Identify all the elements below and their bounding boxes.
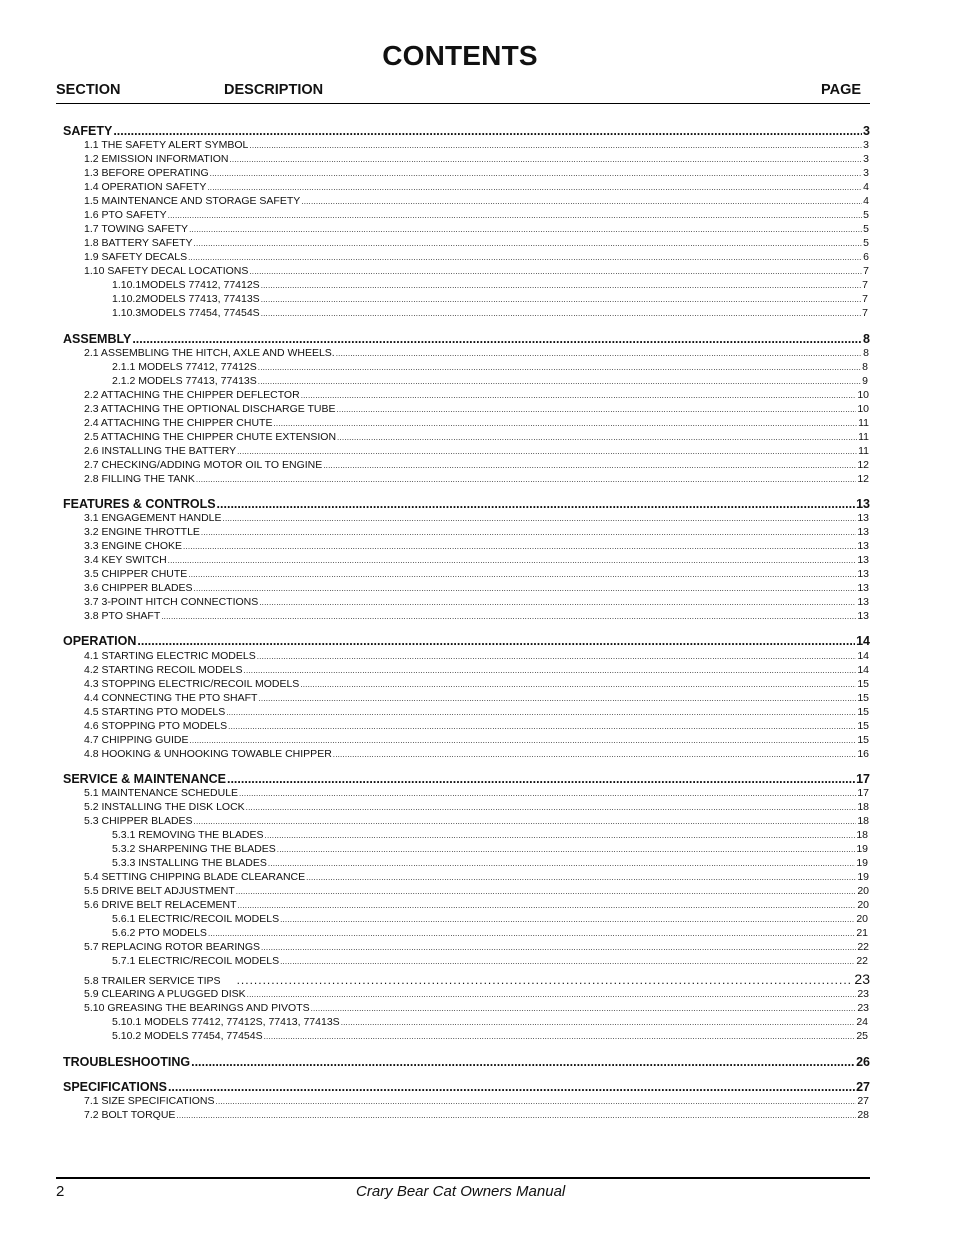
toc-dot-leader (132, 332, 862, 346)
toc-entry-title: 1.10.2MODELS 77413, 77413S (112, 293, 260, 305)
toc-entry-title: 5.9 CLEARING A PLUGGED DISK (84, 988, 246, 1000)
toc-subsection-entry (84, 596, 869, 610)
toc-entry-title: 2.1.2 MODELS 77413, 77413S (112, 375, 257, 387)
toc-entry-title: 5.6.2 PTO MODELS (112, 927, 207, 939)
footer-manual-title: Crary Bear Cat Owners Manual (356, 1183, 566, 1200)
toc-entry-page-number: 12 (857, 459, 869, 471)
toc-dot-leader (341, 1018, 856, 1027)
toc-entry-page-number: 7 (862, 293, 868, 305)
toc-entry-page-number: 18 (857, 815, 869, 827)
toc-dot-leader (230, 155, 863, 164)
toc-entry-page-number: 4 (863, 181, 869, 193)
toc-entry-page-number: 22 (857, 941, 869, 953)
toc-entry-title: OPERATION (63, 634, 137, 648)
toc-subsection-entry (112, 375, 868, 389)
toc-entry-page-number: 17 (857, 787, 869, 799)
toc-dot-leader (336, 349, 862, 358)
toc-entry-page-number: 12 (857, 473, 869, 485)
toc-entry-page-number: 4 (863, 195, 869, 207)
toc-subsection-entry (84, 1095, 869, 1109)
toc-dot-leader (196, 475, 856, 484)
toc-subsection-entry (84, 265, 869, 279)
toc-dot-leader (168, 556, 857, 565)
toc-subsection-entry (112, 913, 868, 927)
toc-entry-title: 2.8 FILLING THE TANK (84, 473, 195, 485)
toc-entry-title: 1.7 TOWING SAFETY (84, 223, 189, 235)
toc-dot-leader (226, 708, 856, 717)
toc-subsection-entry (84, 431, 869, 445)
toc-dot-leader (239, 789, 856, 798)
toc-subsection-entry (84, 540, 869, 554)
toc-subsection-entry (112, 307, 868, 321)
toc-dot-leader (261, 281, 861, 290)
toc-dot-leader (237, 973, 854, 987)
toc-entry-title: 4.4 CONNECTING THE PTO SHAFT (84, 692, 258, 704)
toc-dot-leader (257, 652, 857, 661)
toc-dot-leader (194, 239, 863, 248)
toc-dot-leader (300, 680, 856, 689)
toc-entry-page-number: 3 (863, 124, 870, 138)
toc-subsection-entry (84, 971, 870, 985)
toc-dot-leader (258, 363, 861, 372)
toc-entry-page-number: 7 (863, 265, 869, 277)
toc-entry-title: 2.2 ATTACHING THE CHIPPER DEFLECTOR (84, 389, 300, 401)
toc-entry-title: ASSEMBLY (63, 332, 132, 346)
toc-entry-title: 2.1.1 MODELS 77412, 77412S (112, 361, 257, 373)
toc-entry-page-number: 6 (863, 251, 869, 263)
toc-entry-title: 3.3 ENGINE CHOKE (84, 540, 183, 552)
footer-page-number: 2 (56, 1183, 65, 1200)
toc-dot-leader (273, 419, 857, 428)
toc-entry-title: 7.2 BOLT TORQUE (84, 1109, 176, 1121)
toc-entry-page-number: 15 (857, 706, 869, 718)
toc-subsection-entry (84, 678, 869, 692)
toc-entry-page-number: 13 (857, 596, 869, 608)
toc-entry-page-number: 13 (857, 568, 869, 580)
toc-entry-page-number: 5 (863, 209, 869, 221)
toc-entry-title: 5.5 DRIVE BELT ADJUSTMENT (84, 885, 235, 897)
toc-entry-page-number: 13 (857, 540, 869, 552)
toc-entry-page-number: 8 (863, 347, 869, 359)
toc-entry-title: 3.4 KEY SWITCH (84, 554, 167, 566)
toc-subsection-entry (112, 293, 868, 307)
toc-section-entry (63, 1080, 870, 1096)
toc-entry-title: TROUBLESHOOTING (63, 1055, 191, 1069)
toc-subsection-entry (84, 815, 869, 829)
toc-dot-leader (168, 1080, 855, 1094)
toc-dot-leader (277, 845, 856, 854)
toc-subsection-entry (84, 223, 869, 237)
toc-dot-leader (194, 584, 857, 593)
toc-dot-leader (258, 694, 856, 703)
toc-dot-leader (264, 1032, 856, 1041)
toc-entry-page-number: 13 (857, 582, 869, 594)
toc-subsection-entry (84, 209, 869, 223)
toc-subsection-entry (84, 650, 869, 664)
toc-subsection-entry (84, 787, 869, 801)
toc-section-entry (63, 497, 870, 513)
toc-entry-page-number: 5 (863, 223, 869, 235)
toc-subsection-entry (84, 568, 869, 582)
toc-subsection-entry (84, 153, 869, 167)
toc-dot-leader (336, 405, 856, 414)
toc-subsection-entry (84, 692, 869, 706)
toc-dot-leader (261, 943, 856, 952)
toc-dot-leader (265, 831, 856, 840)
toc-subsection-entry (112, 857, 868, 871)
toc-dot-leader (161, 612, 856, 621)
toc-entry-page-number: 14 (856, 634, 870, 648)
toc-subsection-entry (84, 459, 869, 473)
toc-entry-title: 4.8 HOOKING & UNHOOKING TOWABLE CHIPPER (84, 748, 332, 760)
toc-subsection-entry (112, 361, 868, 375)
toc-subsection-entry (84, 720, 869, 734)
toc-dot-leader (268, 859, 855, 868)
toc-entry-page-number: 18 (857, 801, 869, 813)
toc-entry-page-number: 22 (856, 955, 868, 967)
toc-entry-page-number: 13 (857, 610, 869, 622)
toc-entry-page-number: 27 (857, 1095, 869, 1107)
toc-subsection-entry (84, 801, 869, 815)
toc-entry-page-number: 19 (856, 843, 868, 855)
toc-subsection-entry (84, 389, 869, 403)
toc-entry-page-number: 8 (862, 361, 868, 373)
toc-subsection-entry (84, 554, 869, 568)
toc-dot-leader (236, 887, 857, 896)
toc-entry-page-number: 15 (857, 692, 869, 704)
toc-entry-title: 5.7.1 ELECTRIC/RECOIL MODELS (112, 955, 280, 967)
toc-entry-title: 2.6 INSTALLING THE BATTERY (84, 445, 237, 457)
toc-entry-title: 2.5 ATTACHING THE CHIPPER CHUTE EXTENSION (84, 431, 337, 443)
toc-entry-title: 3.1 ENGAGEMENT HANDLE (84, 512, 222, 524)
toc-entry-title: 1.4 OPERATION SAFETY (84, 181, 207, 193)
toc-dot-leader (306, 873, 856, 882)
toc-entry-page-number: 13 (857, 554, 869, 566)
toc-entry-title: 5.6.1 ELECTRIC/RECOIL MODELS (112, 913, 280, 925)
toc-subsection-entry (84, 237, 869, 251)
toc-entry-page-number: 13 (857, 526, 869, 538)
toc-entry-page-number: 26 (856, 1055, 870, 1069)
toc-entry-page-number: 20 (857, 899, 869, 911)
toc-dot-leader (228, 722, 856, 731)
toc-entry-page-number: 10 (857, 403, 869, 415)
toc-entry-title: 5.7 REPLACING ROTOR BEARINGS (84, 941, 261, 953)
toc-dot-leader (280, 915, 855, 924)
toc-entry-title: 1.10 SAFETY DECAL LOCATIONS (84, 265, 249, 277)
toc-entry-page-number: 23 (857, 988, 869, 1000)
toc-subsection-entry (84, 871, 869, 885)
toc-entry-page-number: 14 (857, 650, 869, 662)
toc-dot-leader (261, 309, 861, 318)
toc-dot-leader (247, 990, 857, 999)
toc-entry-title: SAFETY (63, 124, 113, 138)
toc-entry-title: 1.8 BATTERY SAFETY (84, 237, 193, 249)
toc-dot-leader (227, 772, 855, 786)
toc-subsection-entry (84, 417, 869, 431)
toc-entry-page-number: 16 (857, 748, 869, 760)
toc-entry-title: 5.10.1 MODELS 77412, 77412S, 77413, 77413S (112, 1016, 340, 1028)
toc-entry-page-number: 15 (857, 678, 869, 690)
toc-entry-title: 5.4 SETTING CHIPPING BLADE CLEARANCE (84, 871, 306, 883)
toc-entry-page-number: 5 (863, 237, 869, 249)
toc-entry-title: 5.10.2 MODELS 77454, 77454S (112, 1030, 263, 1042)
toc-entry-page-number: 20 (857, 885, 869, 897)
toc-entry-page-number: 27 (856, 1080, 870, 1094)
toc-entry-page-number: 3 (863, 167, 869, 179)
page-title: CONTENTS (382, 40, 538, 71)
toc-entry-title: 5.10 GREASING THE BEARINGS AND PIVOTS (84, 1002, 310, 1014)
toc-entry-title: 5.3.2 SHARPENING THE BLADES (112, 843, 276, 855)
toc-entry-title: 1.10.3MODELS 77454, 77454S (112, 307, 260, 319)
toc-entry-title: 3.5 CHIPPER CHUTE (84, 568, 188, 580)
toc-subsection-entry (84, 139, 869, 153)
toc-entry-title: 2.4 ATTACHING THE CHIPPER CHUTE (84, 417, 273, 429)
header-rule (56, 103, 870, 104)
toc-entry-page-number: 7 (862, 279, 868, 291)
toc-entry-page-number: 14 (857, 664, 869, 676)
toc-subsection-entry (84, 251, 869, 265)
toc-subsection-entry (84, 885, 869, 899)
footer-rule (56, 1177, 870, 1179)
toc-entry-title: 4.5 STARTING PTO MODELS (84, 706, 226, 718)
toc-entry-title: 5.2 INSTALLING THE DISK LOCK (84, 801, 245, 813)
toc-dot-leader (113, 124, 862, 138)
toc-subsection-entry (84, 899, 869, 913)
toc-subsection-entry (84, 526, 869, 540)
toc-dot-leader (280, 957, 855, 966)
toc-section-entry (63, 1055, 870, 1071)
toc-dot-leader (191, 1055, 855, 1069)
column-header-section: SECTION (56, 82, 121, 98)
toc-dot-leader (217, 497, 856, 511)
toc-dot-leader (323, 461, 856, 470)
toc-entry-title: 3.8 PTO SHAFT (84, 610, 161, 622)
toc-entry-title: 1.10.1MODELS 77412, 77412S (112, 279, 260, 291)
toc-subsection-entry (112, 279, 868, 293)
toc-entry-title: 2.7 CHECKING/ADDING MOTOR OIL TO ENGINE (84, 459, 323, 471)
toc-dot-leader (237, 447, 857, 456)
toc-entry-page-number: 19 (856, 857, 868, 869)
toc-subsection-entry (84, 734, 869, 748)
toc-subsection-entry (84, 445, 869, 459)
toc-dot-leader (168, 211, 862, 220)
toc-entry-title: 1.9 SAFETY DECALS (84, 251, 188, 263)
toc-dot-leader (249, 141, 862, 150)
toc-entry-title: FEATURES & CONTROLS (63, 497, 216, 511)
toc-dot-leader (223, 514, 857, 523)
toc-subsection-entry (84, 748, 869, 762)
toc-section-entry (63, 772, 870, 788)
toc-subsection-entry (112, 829, 868, 843)
toc-entry-title: 5.8 TRAILER SERVICE TIPS (84, 975, 221, 987)
toc-subsection-entry (84, 473, 869, 487)
toc-entry-title: 7.1 SIZE SPECIFICATIONS (84, 1095, 215, 1107)
toc-dot-leader (333, 750, 857, 759)
toc-dot-leader (176, 1111, 856, 1120)
toc-entry-page-number: 24 (856, 1016, 868, 1028)
toc-entry-page-number: 19 (857, 871, 869, 883)
toc-entry-title: 1.6 PTO SAFETY (84, 209, 167, 221)
toc-entry-title: 1.3 BEFORE OPERATING (84, 167, 209, 179)
toc-section-entry (63, 332, 870, 348)
toc-dot-leader (188, 253, 862, 262)
toc-subsection-entry (84, 706, 869, 720)
toc-entry-title: 1.2 EMISSION INFORMATION (84, 153, 229, 165)
toc-subsection-entry (112, 955, 868, 969)
toc-entry-title: 5.3.1 REMOVING THE BLADES (112, 829, 264, 841)
toc-entry-page-number: 7 (862, 307, 868, 319)
toc-entry-page-number: 3 (863, 153, 869, 165)
toc-entry-title: 2.3 ATTACHING THE OPTIONAL DISCHARGE TUBE (84, 403, 336, 415)
toc-dot-leader (246, 803, 857, 812)
toc-entry-page-number: 23 (854, 971, 870, 987)
toc-entry-page-number: 21 (856, 927, 868, 939)
toc-subsection-entry (112, 927, 868, 941)
toc-dot-leader (210, 169, 862, 178)
toc-dot-leader (337, 433, 857, 442)
toc-dot-leader (189, 736, 856, 745)
toc-dot-leader (238, 901, 857, 910)
toc-dot-leader (258, 377, 861, 386)
toc-dot-leader (216, 1097, 857, 1106)
toc-entry-page-number: 11 (858, 445, 869, 457)
toc-entry-title: 3.7 3-POINT HITCH CONNECTIONS (84, 596, 259, 608)
toc-dot-leader (194, 817, 857, 826)
toc-dot-leader (137, 634, 855, 648)
toc-entry-title: 3.6 CHIPPER BLADES (84, 582, 193, 594)
toc-section-entry (63, 124, 870, 140)
toc-dot-leader (261, 295, 861, 304)
toc-entry-page-number: 23 (857, 1002, 869, 1014)
toc-entry-page-number: 17 (856, 772, 870, 786)
toc-entry-page-number: 15 (857, 734, 869, 746)
toc-entry-title: 1.1 THE SAFETY ALERT SYMBOL (84, 139, 249, 151)
toc-dot-leader (183, 542, 856, 551)
toc-subsection-entry (84, 664, 869, 678)
toc-subsection-entry (84, 1109, 869, 1123)
toc-dot-leader (188, 570, 856, 579)
toc-entry-page-number: 13 (857, 512, 869, 524)
toc-dot-leader (301, 197, 862, 206)
toc-entry-page-number: 18 (856, 829, 868, 841)
toc-entry-page-number: 10 (857, 389, 869, 401)
toc-dot-leader (189, 225, 862, 234)
toc-subsection-entry (84, 582, 869, 596)
toc-subsection-entry (112, 1030, 868, 1044)
toc-entry-title: 2.1 ASSEMBLING THE HITCH, AXLE AND WHEELS. (84, 347, 335, 359)
toc-dot-leader (207, 183, 862, 192)
toc-entry-title: SPECIFICATIONS (63, 1080, 167, 1094)
toc-entry-page-number: 11 (858, 417, 869, 429)
toc-entry-page-number: 13 (856, 497, 870, 511)
toc-subsection-entry (84, 181, 869, 195)
toc-subsection-entry (84, 941, 869, 955)
toc-entry-page-number: 3 (863, 139, 869, 151)
toc-entry-title: SERVICE & MAINTENANCE (63, 772, 226, 786)
toc-subsection-entry (112, 843, 868, 857)
toc-subsection-entry (84, 988, 869, 1002)
toc-entry-page-number: 20 (856, 913, 868, 925)
toc-entry-title: 5.1 MAINTENANCE SCHEDULE (84, 787, 239, 799)
toc-subsection-entry (84, 512, 869, 526)
toc-entry-page-number: 25 (856, 1030, 868, 1042)
toc-section-entry (63, 634, 870, 650)
toc-entry-page-number: 11 (858, 431, 869, 443)
toc-entry-title: 5.3 CHIPPER BLADES (84, 815, 193, 827)
toc-entry-page-number: 8 (863, 332, 870, 346)
column-header-description: DESCRIPTION (224, 82, 324, 98)
toc-dot-leader (201, 528, 856, 537)
toc-entry-title: 5.3.3 INSTALLING THE BLADES (112, 857, 267, 869)
toc-subsection-entry (112, 1016, 868, 1030)
toc-entry-title: 4.7 CHIPPING GUIDE (84, 734, 189, 746)
toc-subsection-entry (84, 167, 869, 181)
toc-subsection-entry (84, 195, 869, 209)
toc-entry-title: 3.2 ENGINE THROTTLE (84, 526, 200, 538)
toc-dot-leader (249, 267, 862, 276)
toc-entry-title: 4.2 STARTING RECOIL MODELS (84, 664, 243, 676)
toc-subsection-entry (84, 610, 869, 624)
toc-entry-page-number: 15 (857, 720, 869, 732)
toc-entry-page-number: 28 (857, 1109, 869, 1121)
toc-subsection-entry (84, 1002, 869, 1016)
toc-dot-leader (301, 391, 857, 400)
toc-dot-leader (208, 929, 855, 938)
toc-entry-title: 4.1 STARTING ELECTRIC MODELS (84, 650, 256, 662)
toc-dot-leader (259, 598, 856, 607)
toc-entry-page-number: 9 (862, 375, 868, 387)
toc-subsection-entry (84, 347, 869, 361)
toc-entry-title: 1.5 MAINTENANCE AND STORAGE SAFETY (84, 195, 301, 207)
toc-entry-title: 5.6 DRIVE BELT RELACEMENT (84, 899, 237, 911)
toc-subsection-entry (84, 403, 869, 417)
toc-entry-title: 4.3 STOPPING ELECTRIC/RECOIL MODELS (84, 678, 300, 690)
toc-entry-title: 4.6 STOPPING PTO MODELS (84, 720, 228, 732)
column-header-page: PAGE (821, 82, 862, 98)
toc-dot-leader (244, 666, 857, 675)
toc-dot-leader (311, 1004, 857, 1013)
